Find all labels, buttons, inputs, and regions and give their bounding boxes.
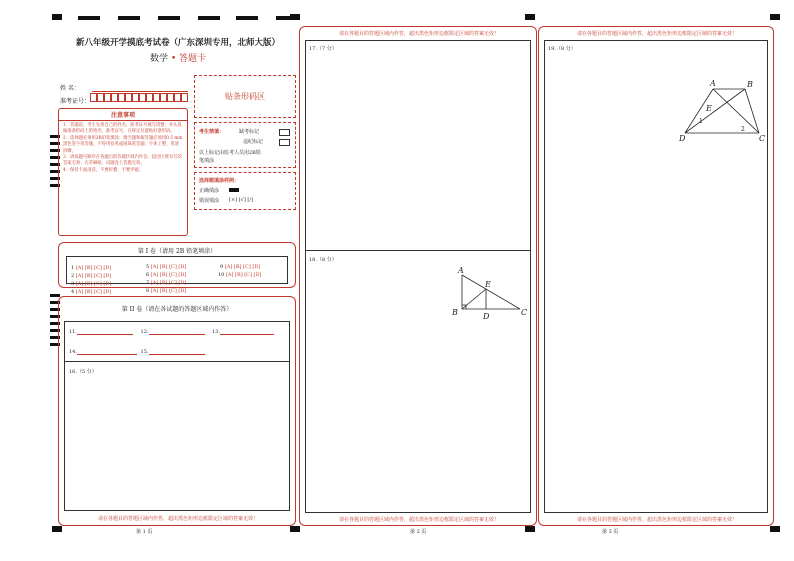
q19-label: 19.（8 分）	[548, 46, 576, 52]
col3-bottom-warning: 请在各题目的答题区域内作答，超出黑色矩形边框限定区域的答案无效！	[576, 517, 737, 523]
q15-label: 15.	[140, 349, 149, 355]
q11-row[interactable]	[69, 328, 274, 335]
correct-fill-mark	[229, 188, 239, 192]
exam-mark-box	[194, 122, 296, 168]
cheat-mark-box[interactable]	[279, 139, 290, 146]
part1-title: 第 I 卷（请用 2B 铅笔填涂）	[137, 248, 217, 255]
fig18-label-b: B	[452, 308, 458, 317]
q16-divider	[64, 361, 290, 362]
barcode-label: 贴条形码区	[225, 92, 265, 101]
choice-question[interactable]	[146, 272, 186, 278]
col3-top-warning: 请在各题目的答题区域内作答，超出黑色矩形边框限定区域的答案无效！	[576, 31, 737, 37]
note-item: 1．答题前，考生先将自己的姓名，准考证号填写清楚，并认真核准条形码上的姓名、准考证号，在规定位置贴好条形码。	[63, 123, 182, 135]
fig18-label-a: A	[458, 266, 464, 275]
choice-question[interactable]	[146, 280, 186, 286]
notes-title: 注意事项	[59, 109, 187, 121]
exam-mark-label: 考生禁填：	[199, 129, 225, 135]
title-dot: •	[170, 54, 177, 64]
wrong-fill-label: 错误填涂	[199, 198, 220, 204]
exam-mark-note: 以上标记由监考人员用2B铅	[199, 150, 261, 156]
choice-number: 3	[71, 281, 75, 287]
page-title: 新八年级开学摸底考试卷（广东深圳专用，北师大版）	[75, 38, 280, 48]
page-number-1: 第 1 页	[136, 529, 153, 535]
fig19-label-c: C	[759, 134, 766, 143]
figure-19	[677, 77, 773, 143]
exam-id-label: 准考证号：	[60, 98, 91, 105]
fig19-angle-1: 1	[699, 118, 703, 125]
note-item: 4．保持卡面清洁，不要折叠、不要弄破。	[63, 167, 144, 173]
choice-options[interactable]: [A] [B] [C] [D]	[150, 264, 187, 270]
choice-question[interactable]	[218, 272, 261, 278]
page-number-2: 第 2 页	[410, 529, 427, 535]
q18-label: 18.（8 分）	[309, 257, 337, 263]
column-2	[299, 26, 537, 526]
note-item: 3．请按题号顺序在各题目的答题区域内作答，超出区域书写的答案无效；在草稿纸、试题卷上答题无效。	[63, 155, 182, 167]
q14-blank[interactable]	[77, 348, 137, 355]
col2-bottom-warning: 请在各题目的答题区域内作答，超出黑色矩形边框限定区域的答案无效！	[338, 517, 499, 523]
choice-number: 6	[146, 272, 150, 278]
choice-options[interactable]: [A] [B] [C] [D]	[150, 280, 187, 286]
card-label: 答题卡	[179, 54, 207, 64]
column-3	[538, 26, 774, 526]
wrong-mark-x: [×]	[229, 197, 238, 203]
choice-question[interactable]	[146, 288, 186, 294]
fig18-label-e: E	[485, 280, 491, 289]
choice-number: 5	[146, 264, 150, 270]
choice-options[interactable]: [A] [B] [C] [D]	[224, 264, 261, 270]
fig19-label-e: E	[706, 104, 712, 113]
choice-question[interactable]	[146, 264, 186, 270]
q11-blank[interactable]	[77, 328, 133, 335]
q15-blank[interactable]	[149, 348, 205, 355]
correct-fill-label: 正确填涂	[199, 188, 220, 194]
choice-number: 2	[71, 273, 75, 279]
q17-label: 17.（7 分）	[309, 46, 337, 52]
page-number-3: 第 3 页	[602, 529, 619, 535]
choice-question[interactable]	[220, 264, 260, 270]
fill-sample-title: 选择题填涂样例：	[199, 178, 240, 184]
q17-q18-divider	[305, 250, 531, 251]
notes-list	[59, 121, 187, 176]
card-subtitle	[62, 51, 294, 64]
fill-sample-box	[194, 172, 296, 210]
choice-options[interactable]: [A] [B] [C] [D]	[75, 273, 112, 279]
fig19-label-d: D	[679, 134, 686, 143]
q12-blank[interactable]	[149, 328, 205, 335]
subject-label: 数学	[149, 54, 168, 64]
choice-options[interactable]: [A] [B] [C] [D]	[75, 265, 112, 271]
choice-options[interactable]: [A] [B] [C] [D]	[150, 288, 187, 294]
choice-options[interactable]: [A] [B] [C] [D]	[150, 272, 187, 278]
q12-label: 12.	[140, 329, 149, 335]
choice-options[interactable]: [A] [B] [C] [D]	[225, 272, 262, 278]
q13-label: 13.	[212, 329, 221, 335]
choice-number: 9	[220, 264, 224, 270]
col1-warning: 请在各题目的答题区域内作答，超出黑色矩形边框限定区域的答案无效！	[97, 516, 258, 522]
notes-box	[58, 108, 188, 236]
q16-label: 16.（5 分）	[69, 369, 97, 375]
part2-title: 第 II 卷（请在各试题的答题区域内作答）	[121, 306, 233, 313]
absent-mark-label: 缺考标记	[239, 129, 260, 135]
fig19-label-b: B	[747, 80, 753, 89]
choice-number: 8	[146, 288, 150, 294]
q11-label: 11.	[69, 329, 77, 335]
part1-answers	[58, 242, 296, 294]
fig18-label-d: D	[483, 312, 490, 321]
wrong-fill-marks	[229, 197, 253, 203]
absent-mark-box[interactable]	[279, 129, 290, 136]
exam-id-boxes[interactable]	[90, 93, 188, 102]
name-label: 姓 名：	[60, 85, 80, 92]
fig19-angle-2: 2	[741, 126, 745, 133]
part2-box	[58, 296, 296, 526]
q14-label: 14.	[69, 349, 77, 355]
barcode-area	[194, 75, 296, 118]
cheat-mark-label: 违纪标记	[243, 139, 264, 145]
q13-blank[interactable]	[220, 328, 274, 335]
choice-options[interactable]: [A] [B] [C] [D]	[75, 289, 112, 295]
q14-row[interactable]	[69, 348, 205, 355]
choice-number: 1	[71, 265, 75, 271]
choice-number: 10	[218, 272, 225, 278]
wrong-mark-check: [√]	[238, 197, 246, 203]
note-item: 2．选择题必须用2B铅笔填涂；填空题和解答题必须用0.5 mm黑色签字笔答题，不得用铅笔或圆珠笔答题；字体工整、笔迹清晰。	[63, 135, 183, 154]
name-field[interactable]	[92, 91, 188, 92]
choice-number: 7	[146, 280, 150, 286]
figure-18	[448, 265, 532, 321]
wrong-mark-slash: [/]	[247, 197, 253, 203]
fig19-label-a: A	[710, 79, 716, 88]
exam-mark-note-2: 笔填涂	[199, 158, 215, 164]
fig18-label-c: C	[521, 308, 528, 317]
col2-top-warning: 请在各题目的答题区域内作答，超出黑色矩形边框限定区域的答案无效！	[338, 31, 499, 37]
choice-number: 4	[71, 289, 75, 295]
choice-question[interactable]	[71, 289, 111, 295]
choice-options[interactable]: [A] [B] [C] [D]	[75, 281, 112, 287]
